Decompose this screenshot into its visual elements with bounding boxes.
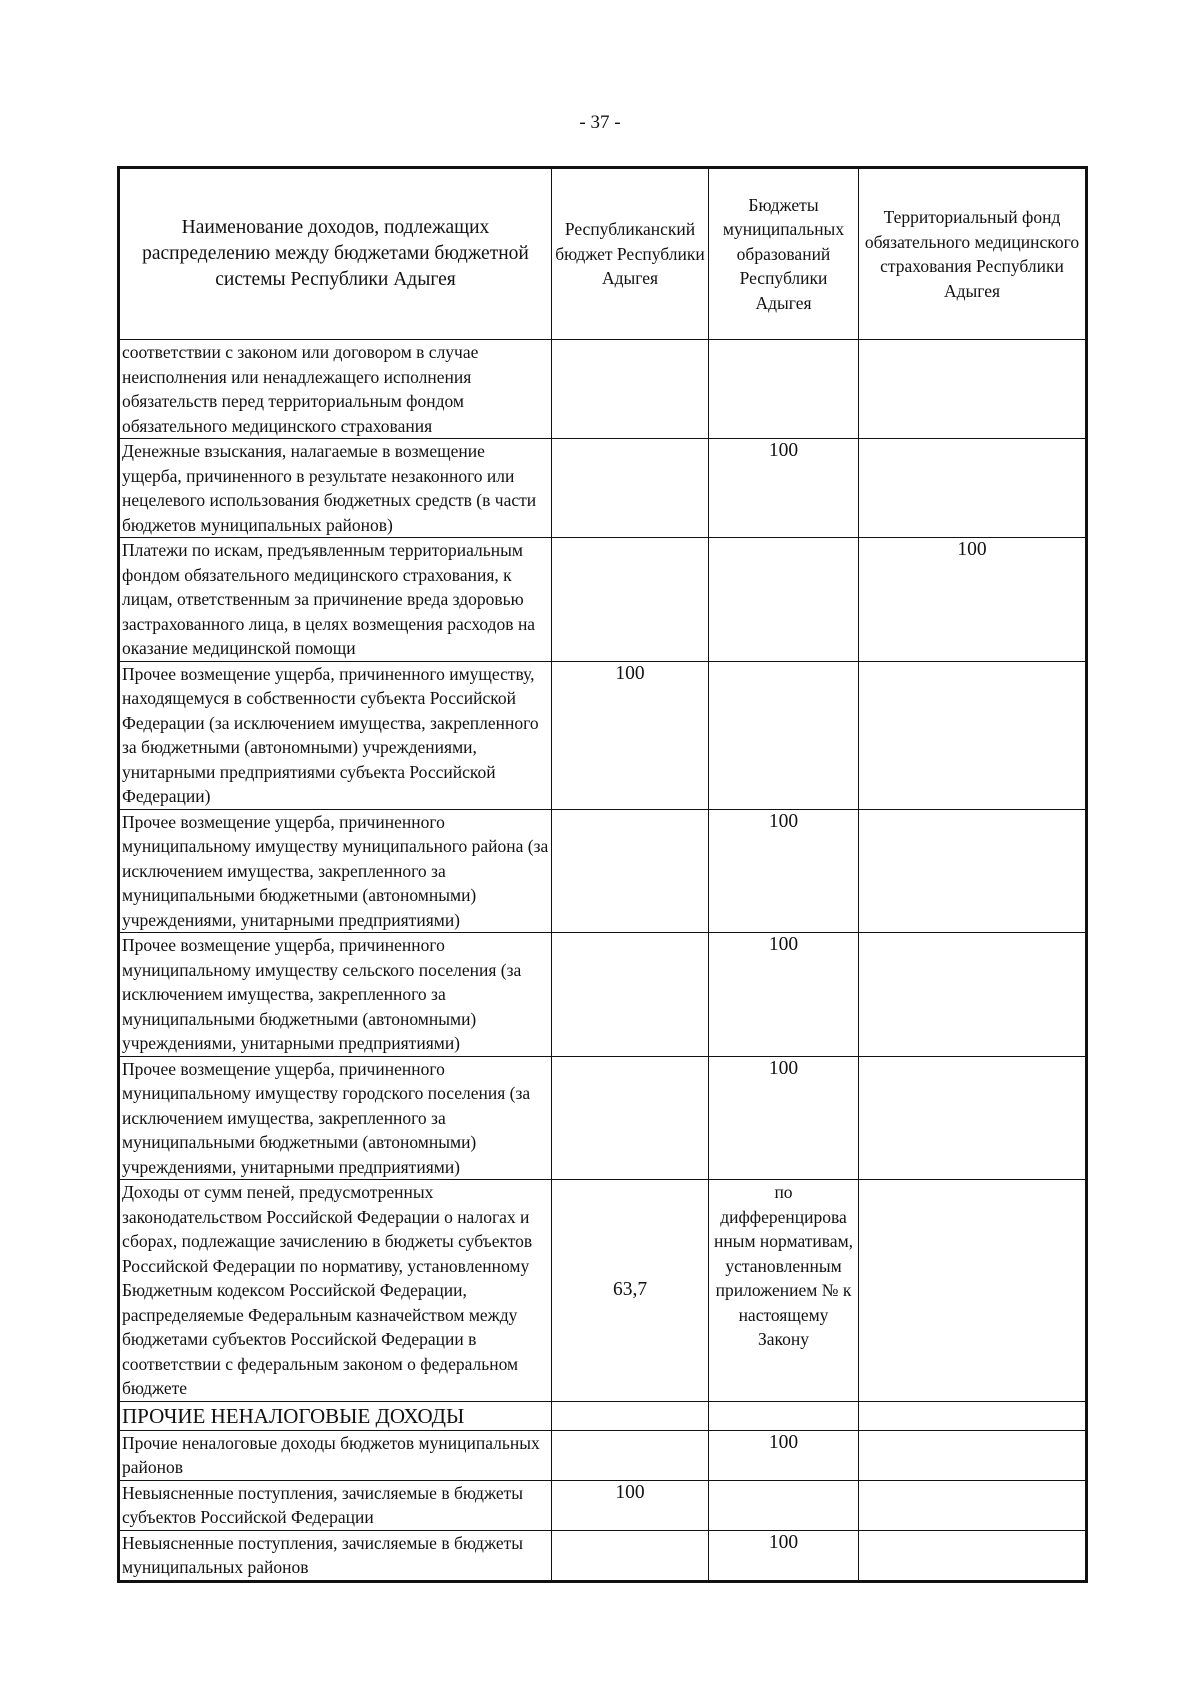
header-medical-insurance-fund: Территориальный фонд обязательного медицинского страхования Республики Адыгея (859, 168, 1087, 340)
fund-value-cell (859, 439, 1087, 538)
municipal-value-cell (709, 661, 859, 809)
fund-value-cell (859, 1180, 1087, 1402)
table-row (119, 809, 1087, 933)
municipal-value-cell: 100 (709, 1430, 859, 1480)
table-row (119, 439, 1087, 538)
municipal-value-cell: по дифференцирова нным нормативам, установленным приложением № к настоящему Закону (709, 1180, 859, 1402)
fund-value-cell (859, 1430, 1087, 1480)
municipal-value-cell (709, 538, 859, 662)
table-row (119, 1056, 1087, 1180)
revenue-name-cell: Прочее возмещение ущерба, причиненного муниципальному имуществу сельского поселения (за исключением имущества, закрепленного за муниципальными бюджетными (автономными) учреждениями, унитарными предприятиями) (119, 933, 552, 1057)
table-row (119, 1480, 1087, 1530)
republic-value-cell (552, 538, 709, 662)
revenue-name-cell: Прочее возмещение ущерба, причиненного муниципальному имуществу муниципального района (за исключением имущества, закрепленного за муниципальными бюджетными (автономными) учреждениями, унитарными предприятиями) (119, 809, 552, 933)
page-number: - 37 - (579, 112, 621, 133)
republic-value-cell (552, 809, 709, 933)
municipal-value-cell (709, 1480, 859, 1530)
revenue-name-cell: Платежи по искам, предъявленным территориальным фондом обязательного медицинского страхования, к лицам, ответственным за причинение вреда здоровью застрахованного лица, в целях возмещения расходов на оказание медицинской помощи (119, 538, 552, 662)
fund-value-cell (859, 1401, 1087, 1430)
fund-value-cell (859, 1056, 1087, 1180)
revenue-name-cell: Денежные взыскания, налагаемые в возмещение ущерба, причиненного в результате незаконного или нецелевого использования бюджетных средств (в части бюджетов муниципальных районов) (119, 439, 552, 538)
municipal-value-cell (709, 1401, 859, 1430)
table-row (119, 933, 1087, 1057)
municipal-value-cell: 100 (709, 809, 859, 933)
republic-value-cell: 100 (552, 661, 709, 809)
revenue-name-cell: Доходы от сумм пеней, предусмотренных законодательством Российской Федерации о налогах и сборах, подлежащие зачислению в бюджеты субъектов Российской Федерации по нормативу, установленному Бюджетным кодексом Российской Федерации, распределяемые Федеральным казначейством между бюджетами субъектов Российской Федерации в соответствии с федеральным законом о федеральном бюджете (119, 1180, 552, 1402)
fund-value-cell (859, 1530, 1087, 1581)
table-row (119, 661, 1087, 809)
revenue-name-cell: соответствии с законом или договором в случае неисполнения или ненадлежащего исполнения обязательств перед территориальным фондом обязательного медицинского страхования (119, 340, 552, 439)
table-row (119, 340, 1087, 439)
fund-value-cell (859, 661, 1087, 809)
fund-value-cell (859, 933, 1087, 1057)
republic-value-cell (552, 340, 709, 439)
revenue-distribution-table (117, 166, 1088, 1583)
republic-value-cell (552, 439, 709, 538)
table-header-row (119, 168, 1087, 340)
revenue-name-cell: Невыясненные поступления, зачисляемые в бюджеты муниципальных районов (119, 1530, 552, 1581)
revenue-name-cell: Прочие неналоговые доходы бюджетов муниципальных районов (119, 1430, 552, 1480)
table-row (119, 1180, 1087, 1402)
municipal-value-cell: 100 (709, 933, 859, 1057)
republic-value-cell (552, 1530, 709, 1581)
revenue-name-cell: Прочее возмещение ущерба, причиненного муниципальному имуществу городского поселения (за исключением имущества, закрепленного за муниципальными бюджетными (автономными) учреждениями, унитарными предприятиями) (119, 1056, 552, 1180)
municipal-value-cell: 100 (709, 1056, 859, 1180)
fund-value-cell (859, 340, 1087, 439)
republic-value-cell: 63,7 (552, 1180, 709, 1402)
municipal-value-cell (709, 340, 859, 439)
fund-value-cell (859, 1480, 1087, 1530)
revenue-name-cell: Невыясненные поступления, зачисляемые в бюджеты субъектов Российской Федерации (119, 1480, 552, 1530)
republic-value-cell (552, 933, 709, 1057)
republic-value-cell (552, 1401, 709, 1430)
revenue-name-cell: Прочее возмещение ущерба, причиненного имуществу, находящемуся в собственности субъекта Российской Федерации (за исключением имущества, закрепленного за бюджетными (автономными) учреждениями, унитарными предприятиями субъекта Российской Федерации) (119, 661, 552, 809)
section-heading: ПРОЧИЕ НЕНАЛОГОВЫЕ ДОХОДЫ (119, 1401, 552, 1430)
republic-value-cell: 100 (552, 1480, 709, 1530)
section-heading-row (119, 1401, 1087, 1430)
fund-value-cell: 100 (859, 538, 1087, 662)
table-row (119, 1530, 1087, 1581)
header-republic-budget: Республиканский бюджет Республики Адыгея (552, 168, 709, 340)
republic-value-cell (552, 1430, 709, 1480)
fund-value-cell (859, 809, 1087, 933)
header-revenue-name: Наименование доходов, подлежащих распределению между бюджетами бюджетной системы Республики Адыгея (119, 168, 552, 340)
table-row (119, 1430, 1087, 1480)
republic-value-cell (552, 1056, 709, 1180)
table-row (119, 538, 1087, 662)
header-municipal-budgets: Бюджеты муниципальных образований Республики Адыгея (709, 168, 859, 340)
municipal-value-cell: 100 (709, 1530, 859, 1581)
municipal-value-cell: 100 (709, 439, 859, 538)
